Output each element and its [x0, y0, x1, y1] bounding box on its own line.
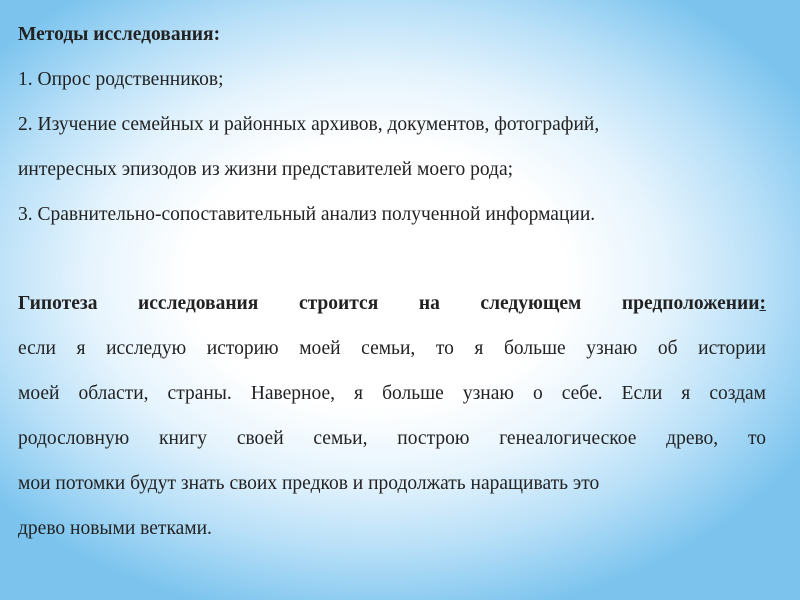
- hypothesis-word: исследую: [106, 338, 187, 359]
- hypothesis-line-2: [18, 371, 766, 416]
- hypothesis-word: своей: [236, 428, 284, 449]
- paragraph-gap: [18, 237, 766, 281]
- hypothesis-line-5: древо новыми ветками.: [18, 518, 212, 539]
- hypothesis-word: если: [18, 338, 56, 359]
- hypothesis-word: я: [474, 338, 484, 359]
- hypothesis-word: области,: [78, 383, 149, 404]
- hypothesis-word: построю: [397, 428, 470, 449]
- hypothesis-heading-word: предположении: [621, 293, 760, 314]
- hypothesis-word: моей: [18, 383, 60, 404]
- hypothesis-word: Если: [621, 383, 663, 404]
- hypothesis-word: древо,: [666, 428, 719, 449]
- method-item-1: 1. Опрос родственников;: [18, 69, 224, 90]
- hypothesis-line-1: [18, 326, 766, 371]
- hypothesis-word: то: [747, 428, 766, 449]
- hypothesis-heading-word: на: [418, 293, 440, 314]
- hypothesis-heading-last-word: [622, 281, 766, 326]
- methods-heading: Методы исследования:: [18, 24, 221, 45]
- method-item-3: 3. Сравнительно-сопоставительный анализ полученной информации.: [18, 204, 596, 225]
- hypothesis-word: то: [435, 338, 454, 359]
- hypothesis-word: Наверное,: [250, 383, 336, 404]
- hypothesis-word: узнаю: [462, 383, 514, 404]
- hypothesis-word: я: [76, 338, 86, 359]
- hypothesis-heading-word: следующем: [480, 293, 582, 314]
- hypothesis-word: истории: [698, 338, 766, 359]
- hypothesis-word: создам: [709, 383, 766, 404]
- slide-content: [18, 12, 766, 551]
- hypothesis-heading-word: исследования: [138, 293, 259, 314]
- hypothesis-line-4: мои потомки будут знать своих предков и продолжать наращивать это: [18, 473, 600, 494]
- hypothesis-word: узнаю: [586, 338, 638, 359]
- hypothesis-word: больше: [503, 338, 566, 359]
- method-item-2: 2. Изучение семейных и районных архивов, документов, фотографий,: [18, 114, 600, 135]
- hypothesis-word: я: [354, 383, 364, 404]
- hypothesis-word: родословную: [18, 428, 130, 449]
- hypothesis-word: страны.: [167, 383, 232, 404]
- hypothesis-word: семьи,: [313, 428, 368, 449]
- hypothesis-line-3: [18, 416, 766, 461]
- hypothesis-word: книгу: [158, 428, 208, 449]
- hypothesis-word: семьи,: [361, 338, 416, 359]
- hypothesis-word: я: [681, 383, 691, 404]
- hypothesis-word: генеалогическое: [499, 428, 637, 449]
- method-item-2-continued: интересных эпизодов из жизни представителей моего рода;: [18, 159, 514, 180]
- hypothesis-word: себе.: [561, 383, 603, 404]
- hypothesis-word: об: [657, 338, 678, 359]
- hypothesis-word: о: [532, 383, 543, 404]
- hypothesis-word: историю: [206, 338, 279, 359]
- hypothesis-word: больше: [382, 383, 444, 404]
- hypothesis-heading-word: строится: [298, 293, 379, 314]
- hypothesis-heading-word: Гипотеза: [18, 293, 98, 314]
- hypothesis-word: моей: [299, 338, 341, 359]
- hypothesis-heading: [18, 281, 766, 326]
- hypothesis-heading-colon: :: [759, 293, 766, 314]
